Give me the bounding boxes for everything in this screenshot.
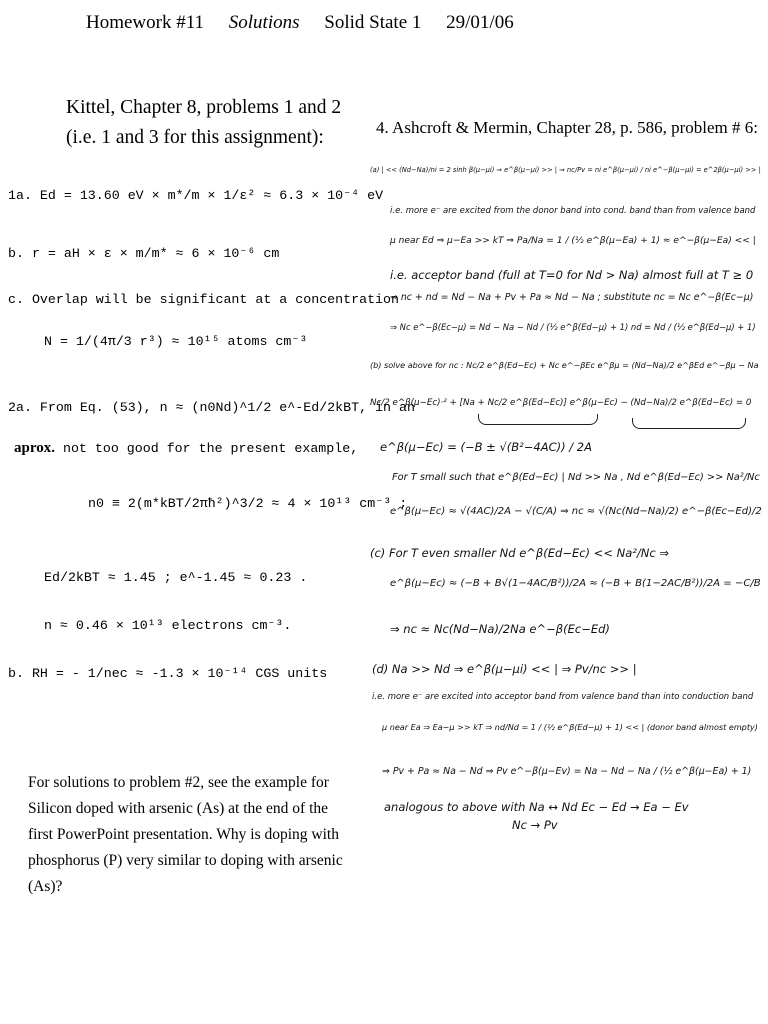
hw-line-17: μ near Ea ⇒ Ea−μ >> kT ⇒ nd/Nd = 1 / (½ e^β(Ed−μ) + 1) << | (donor band almost empty) xyxy=(382,722,758,732)
n-equation: n ≈ 0.46 × 10¹³ electrons cm⁻³. xyxy=(44,618,292,633)
brace-b xyxy=(478,414,598,425)
hw-line-9: e^β(μ−Ec) = (−B ± √(B²−4AC)) / 2A xyxy=(380,440,592,454)
hw-line-15: (d) Na >> Nd ⇒ e^β(μ−μi) << | ⇒ Pv/nc >> | xyxy=(372,662,637,676)
hw-line-4: i.e. acceptor band (full at T=0 for Nd > Na) almost full at T ≥ 0 xyxy=(390,268,754,282)
hw-line-5: ⇒ nc + nd = Nd − Na + Pv + Pa ≈ Nd − Na ; substitute nc = Nc e^−β(Ec−μ) xyxy=(390,292,754,303)
hw-line-6: ⇒ Nc e^−β(Ec−μ) = Nd − Na − Nd / (½ e^β(Ed−μ) + 1) nd = Nd / (½ e^β(Ed−μ) + 1) xyxy=(390,322,756,332)
problem-1b: b. r = aH × ε × m/m* ≈ 6 × 10⁻⁶ cm xyxy=(8,246,280,261)
ratio-equation: Ed/2kBT ≈ 1.45 ; e^-1.45 ≈ 0.23 . xyxy=(44,570,308,585)
hw-line-8: Nc/2 e^β(μ−Ec)·² + [Na + Nc/2 e^β(Ed−Ec)] e^β(μ−Ec) − (Nd−Na)/2 e^β(Ed−Ec) = 0 xyxy=(370,398,752,408)
hw-line-14: ⇒ nc ≈ Nc(Nd−Na)/2Na e^−β(Ec−Ed) xyxy=(390,622,610,636)
problem-1a: 1a. Ed = 13.60 eV × m*/m × 1/ε² ≈ 6.3 × 10⁻⁴ eV xyxy=(8,188,384,203)
date: 29/01/06 xyxy=(446,12,514,33)
hw-line-7: (b) solve above for nc : Nc/2 e^β(Ed−Ec) + Nc e^−βEc e^βμ = (Nd−Na)/2 e^βEd e^−βμ − Na xyxy=(370,360,759,370)
hw-line-20: Nc → Pv xyxy=(512,818,558,832)
hw-line-12: (c) For T even smaller Nd e^β(Ed−Ec) << Na²/Nc ⇒ xyxy=(370,546,669,560)
problem-b-hall: b. RH = - 1/nec ≈ -1.3 × 10⁻¹⁴ CGS units xyxy=(8,666,328,681)
hw-line-13: e^β(μ−Ec) ≈ (−B + B√(1−4AC/B²))/2A ≈ (−B + B(1−2AC/B²))/2A = −C/B xyxy=(390,578,761,589)
problem-1c-equation: N = 1/(4π/3 r³) ≈ 10¹⁵ atoms cm⁻³ xyxy=(44,334,308,349)
ashcroft-mermin-heading: 4. Ashcroft & Mermin, Chapter 28, p. 586, problem # 6: xyxy=(376,118,758,137)
kittel-heading: Kittel, Chapter 8, problems 1 and 2 (i.e. 1 and 3 for this assignment): xyxy=(66,97,342,148)
hw-line-2: i.e. more e⁻ are excited from the donor band into cond. band than from valence band xyxy=(390,206,756,216)
hw-line-19: analogous to above with Na ↔ Nd Ec − Ed → Ea − Ev xyxy=(384,800,689,814)
aprox-line xyxy=(14,440,358,457)
hw-line-3: μ near Ed ⇒ μ−Ea >> kT ⇒ Pa/Na = 1 / (½ e^β(μ−Ea) + 1) ≈ e^−β(μ−Ea) << | xyxy=(390,236,756,246)
course-name: Solid State 1 xyxy=(324,12,422,33)
hw-line-11: e^β(μ−Ec) ≈ √(4AC)/2A − √(C/A) ⇒ nc ≈ √(Nc(Nd−Na)/2) e^−β(Ec−Ed)/2 xyxy=(390,506,762,517)
aprox-rest: not too good for the present example, xyxy=(54,441,359,456)
problem-2a-text: 2a. From Eq. (53), n ≈ (n0Nd)^1/2 e^-Ed/2kBT, in an xyxy=(8,400,415,415)
n0-equation: n0 ≡ 2(m*kBT/2πħ²)^3/2 ≈ 4 × 10¹³ cm⁻³ ; xyxy=(88,496,408,511)
hw-line-16: i.e. more e⁻ are excited into acceptor band from valence band than into conduction band xyxy=(372,692,754,702)
page-header xyxy=(86,12,534,34)
aprox-bold: aprox. xyxy=(14,440,55,456)
hw-line-10: For T small such that e^β(Ed−Ec) | Nd >> Na , Nd e^β(Ed−Ec) >> Na²/Nc xyxy=(392,472,760,483)
problem-1c-text: c. Overlap will be significant at a concentration xyxy=(8,292,399,307)
problem-2-note: For solutions to problem #2, see the example for Silicon doped with arsenic (As) at the end of the first PowerPoint presentation. Why is doping with phosphorus (P) very similar to doping with arsenic (As)? xyxy=(28,774,343,895)
homework-number: Homework #11 xyxy=(86,12,205,33)
hw-line-1: (a) | << (Nd−Na)/ni = 2 sinh β(μ−μi) ⇒ e^β(μ−μi) >> | ⇒ nc/Pv = ni e^β(μ−μi) / ni e^−β(μ−μi) = e^2β(μ−μi) >> | xyxy=(370,166,761,174)
hw-line-18: ⇒ Pv + Pa ≈ Na − Nd ⇒ Pv e^−β(μ−Ev) = Na − Nd − Na / (½ e^β(μ−Ea) + 1) xyxy=(382,766,752,777)
solutions-label: Solutions xyxy=(228,12,300,33)
brace-c xyxy=(632,418,746,429)
